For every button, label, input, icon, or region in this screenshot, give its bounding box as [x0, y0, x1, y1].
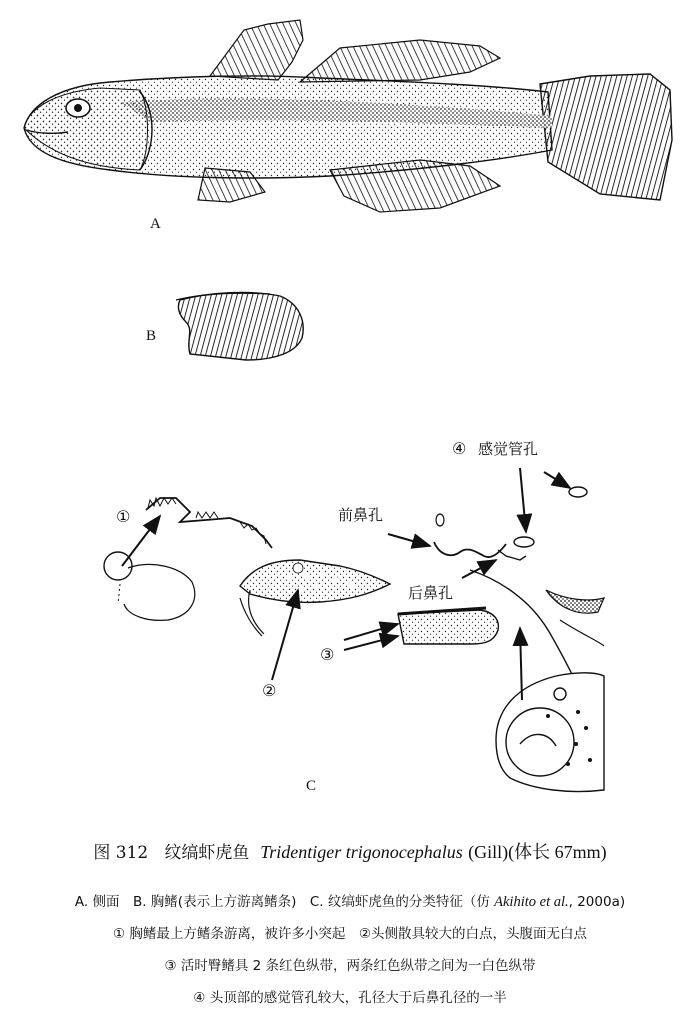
caudal-fin — [540, 74, 672, 200]
anal-fin-bands-detail — [344, 608, 498, 650]
caption-line-3: ③ 活时臀鳍具 2 条红色纵带，两条红色纵带之间为一白色纵带 — [164, 958, 536, 974]
first-dorsal-fin — [210, 20, 303, 80]
caption-line-4: ④ 头顶部的感觉管孔较大，孔径大于后鼻孔径的一半 — [193, 990, 507, 1006]
fish-lateral-view — [24, 20, 672, 212]
panel-b-label: B — [146, 328, 157, 344]
scientific-name: Tridentiger trigonocephalus — [260, 842, 463, 862]
sensory-pore-label: 感觉管孔 — [478, 440, 539, 458]
second-dorsal-fin — [300, 40, 500, 82]
caption-line-1-text: A. 侧面 B. 胸鳍(表示上方游离鳍条) C. 纹缟虾虎鱼的分类特征（仿 — [74, 894, 495, 910]
authority-and-length: (Gill)(体长 67mm) — [468, 842, 607, 862]
caption-reference: Akihito et al. — [494, 894, 569, 910]
panel-c-label: C — [306, 778, 317, 794]
posterior-nostril-label: 后鼻孔 — [408, 584, 454, 602]
mark-1: ① — [116, 507, 131, 526]
pectoral-fin-drawing — [176, 293, 303, 360]
chinese-name: 纹缟虾虎鱼 — [164, 843, 250, 863]
caption-line-2: ① 胸鳍最上方鳍条游离，被许多小突起 ②头侧散具较大的白点，头腹面无白点 — [113, 926, 587, 942]
mark-2: ② — [262, 681, 277, 700]
panel-a-label: A — [150, 216, 161, 232]
caption-line-1 — [0, 890, 700, 911]
anterior-nostril-label: 前鼻孔 — [338, 506, 384, 524]
figure-caption-title — [0, 838, 700, 864]
head-spots-detail — [240, 560, 390, 680]
mark-4: ④ — [452, 439, 467, 458]
caption-line-1-end: , 2000a) — [568, 894, 626, 910]
figure-number: 图 312 — [93, 843, 149, 863]
mark-3: ③ — [320, 645, 335, 664]
